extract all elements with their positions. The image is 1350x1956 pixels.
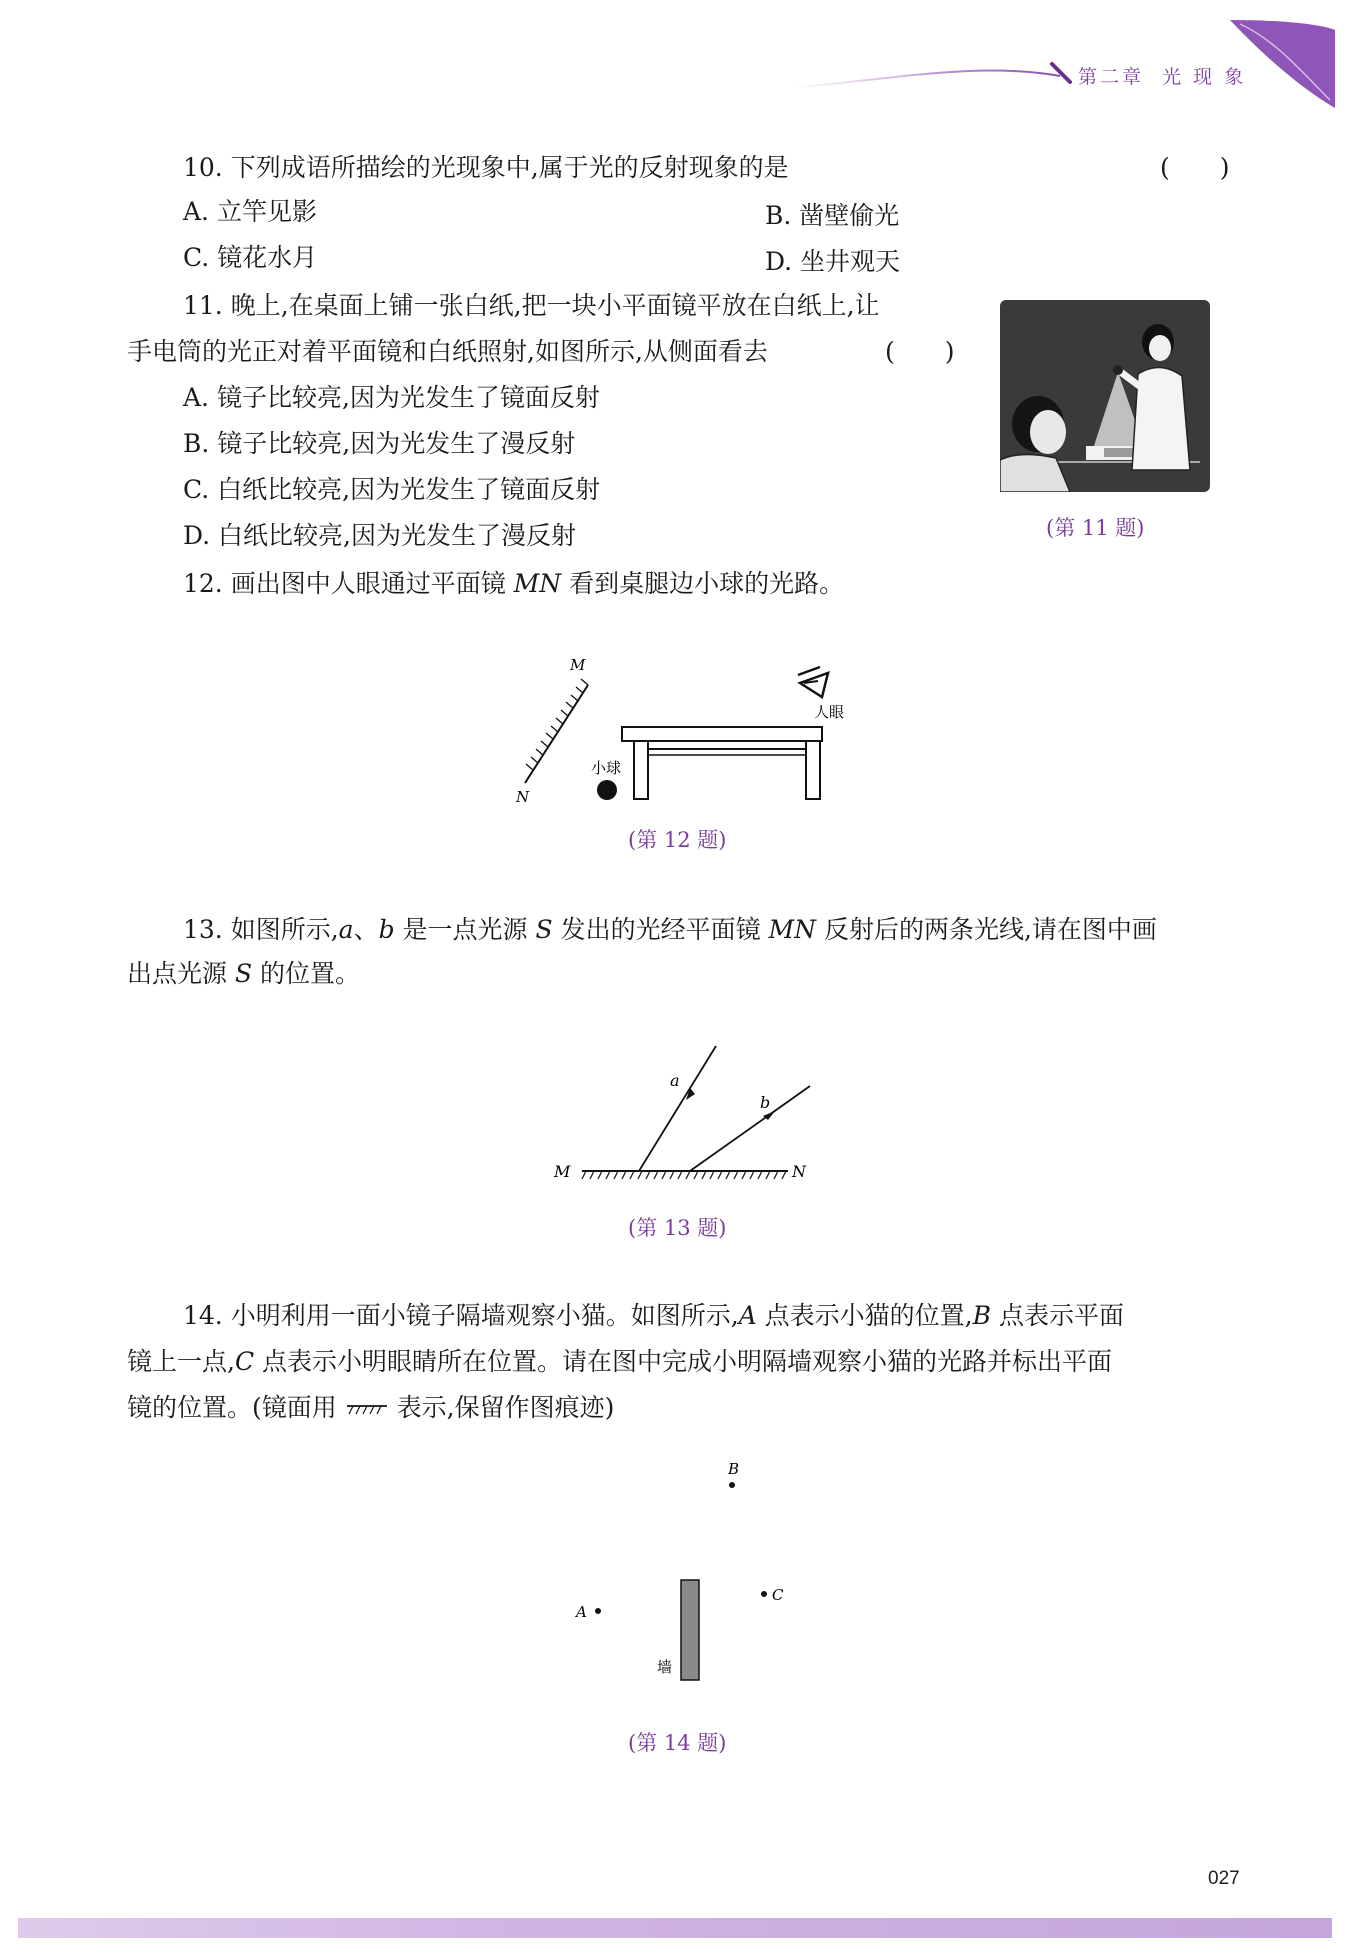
header-decoration [0, 0, 1350, 110]
q14-line2-b: 点表示小明眼睛所在位置。请在图中完成小明隔墙观察小猫的光路并标出平面 [254, 1347, 1113, 1376]
q13-label-a: a [670, 1071, 680, 1090]
q13-line1-b: 、 [353, 915, 379, 944]
q13-line2-var: S [234, 959, 253, 988]
ray-b [690, 1086, 810, 1171]
q13-figure [540, 1030, 820, 1190]
q12-caption: (第 12 题) [628, 828, 727, 852]
q13-stem-line2 [127, 954, 360, 994]
eye-icon [798, 667, 828, 697]
q14-label-wall: 墙 [657, 1658, 673, 1676]
q11-caption: (第 11 题) [1046, 516, 1145, 540]
q12-stem [183, 564, 844, 604]
page-number: 027 [1208, 1868, 1240, 1889]
q14-line1-a: 14. 小明利用一面小镜子隔墙观察小猫。如图所示, [183, 1301, 739, 1330]
q13-line1-c: 是一点光源 [394, 915, 536, 944]
q14-var-c: C [234, 1347, 255, 1376]
q14-label-c: C [772, 1586, 784, 1604]
q11-option-a: A. 镜子比较亮,因为光发生了镜面反射 [183, 383, 600, 412]
ray-a [639, 1046, 716, 1171]
q10-answer-bracket: ( ) [1160, 153, 1230, 182]
mirror-symbol-icon [345, 1401, 389, 1419]
q14-line1-b: 点表示小猫的位置, [756, 1301, 973, 1330]
q14-point-a [595, 1608, 601, 1614]
q14-stem-line2 [127, 1342, 1112, 1382]
q12-label-m: M [570, 656, 586, 674]
chapter-topic: 光 现 象 [1162, 66, 1247, 88]
q11-option-c: C. 白纸比较亮,因为光发生了镜面反射 [183, 475, 601, 504]
q10-option-b: B. 凿壁偷光 [765, 201, 900, 230]
q10-option-c: C. 镜花水月 [183, 243, 318, 272]
q14-stem-line1 [183, 1296, 1124, 1336]
q11-option-d: D. 白纸比较亮,因为光发生了漫反射 [183, 521, 576, 550]
q14-var-a: A [738, 1301, 757, 1330]
q12-figure [500, 645, 860, 820]
q10-option-a: A. 立竿见影 [183, 197, 317, 226]
chapter-label: 第二章 [1078, 66, 1145, 88]
chapter-header [1078, 62, 1246, 89]
q12-stem-post: 看到桌腿边小球的光路。 [561, 569, 845, 598]
q12-stem-pre: 12. 画出图中人眼通过平面镜 [183, 569, 514, 598]
q14-caption: (第 14 题) [628, 1731, 727, 1755]
q13-line1-a: 13. 如图所示, [183, 915, 339, 944]
q14-point-c [761, 1591, 767, 1597]
q13-line2-b: 的位置。 [252, 959, 361, 988]
q13-var-b: b [378, 915, 395, 944]
q14-label-b: B [728, 1460, 740, 1478]
q11-stem-line2: 手电筒的光正对着平面镜和白纸照射,如图所示,从侧面看去 [127, 337, 768, 366]
q13-label-n: N [792, 1162, 806, 1181]
q14-figure [560, 1450, 810, 1690]
q14-wall [681, 1580, 699, 1680]
q12-label-eye: 人眼 [814, 703, 845, 721]
q11-option-b: B. 镜子比较亮,因为光发生了漫反射 [183, 429, 576, 458]
q13-label-m: M [554, 1162, 571, 1181]
q10-stem: 10. 下列成语所描绘的光现象中,属于光的反射现象的是 [183, 153, 789, 182]
q13-stem-line1 [183, 910, 1157, 950]
q14-var-b: B [972, 1301, 991, 1330]
q12-label-n: N [516, 788, 530, 806]
q14-line3-b: 表示,保留作图痕迹) [388, 1393, 615, 1422]
q10-option-d: D. 坐井观天 [765, 247, 901, 276]
q11-stem-line1: 11. 晚上,在桌面上铺一张白纸,把一块小平面镜平放在白纸上,让 [183, 291, 880, 320]
q11-answer-bracket: ( ) [885, 337, 955, 366]
q12-label-ball: 小球 [591, 759, 622, 777]
q14-stem-line3 [127, 1388, 614, 1428]
q13-caption: (第 13 题) [628, 1216, 727, 1240]
q12-ball [597, 780, 617, 800]
footer-band [18, 1918, 1332, 1938]
q13-var-mn: MN [768, 915, 817, 944]
q14-line2-a: 镜上一点, [127, 1347, 235, 1376]
q13-line1-e: 反射后的两条光线,请在图中画 [816, 915, 1157, 944]
q14-line1-c: 点表示平面 [991, 1301, 1124, 1330]
pen-icon [1052, 64, 1070, 82]
q13-label-b: b [760, 1093, 771, 1112]
q11-illustration [1000, 300, 1210, 492]
q14-point-b [729, 1482, 735, 1488]
q13-var-a: a [338, 915, 354, 944]
q13-line2-a: 出点光源 [127, 959, 235, 988]
q12-stem-var: MN [513, 569, 562, 598]
q13-var-s: S [535, 915, 553, 944]
q14-line3-a: 镜的位置。(镜面用 [127, 1393, 345, 1422]
q13-line1-d: 发出的光经平面镜 [552, 915, 769, 944]
q14-label-a: A [576, 1603, 587, 1621]
